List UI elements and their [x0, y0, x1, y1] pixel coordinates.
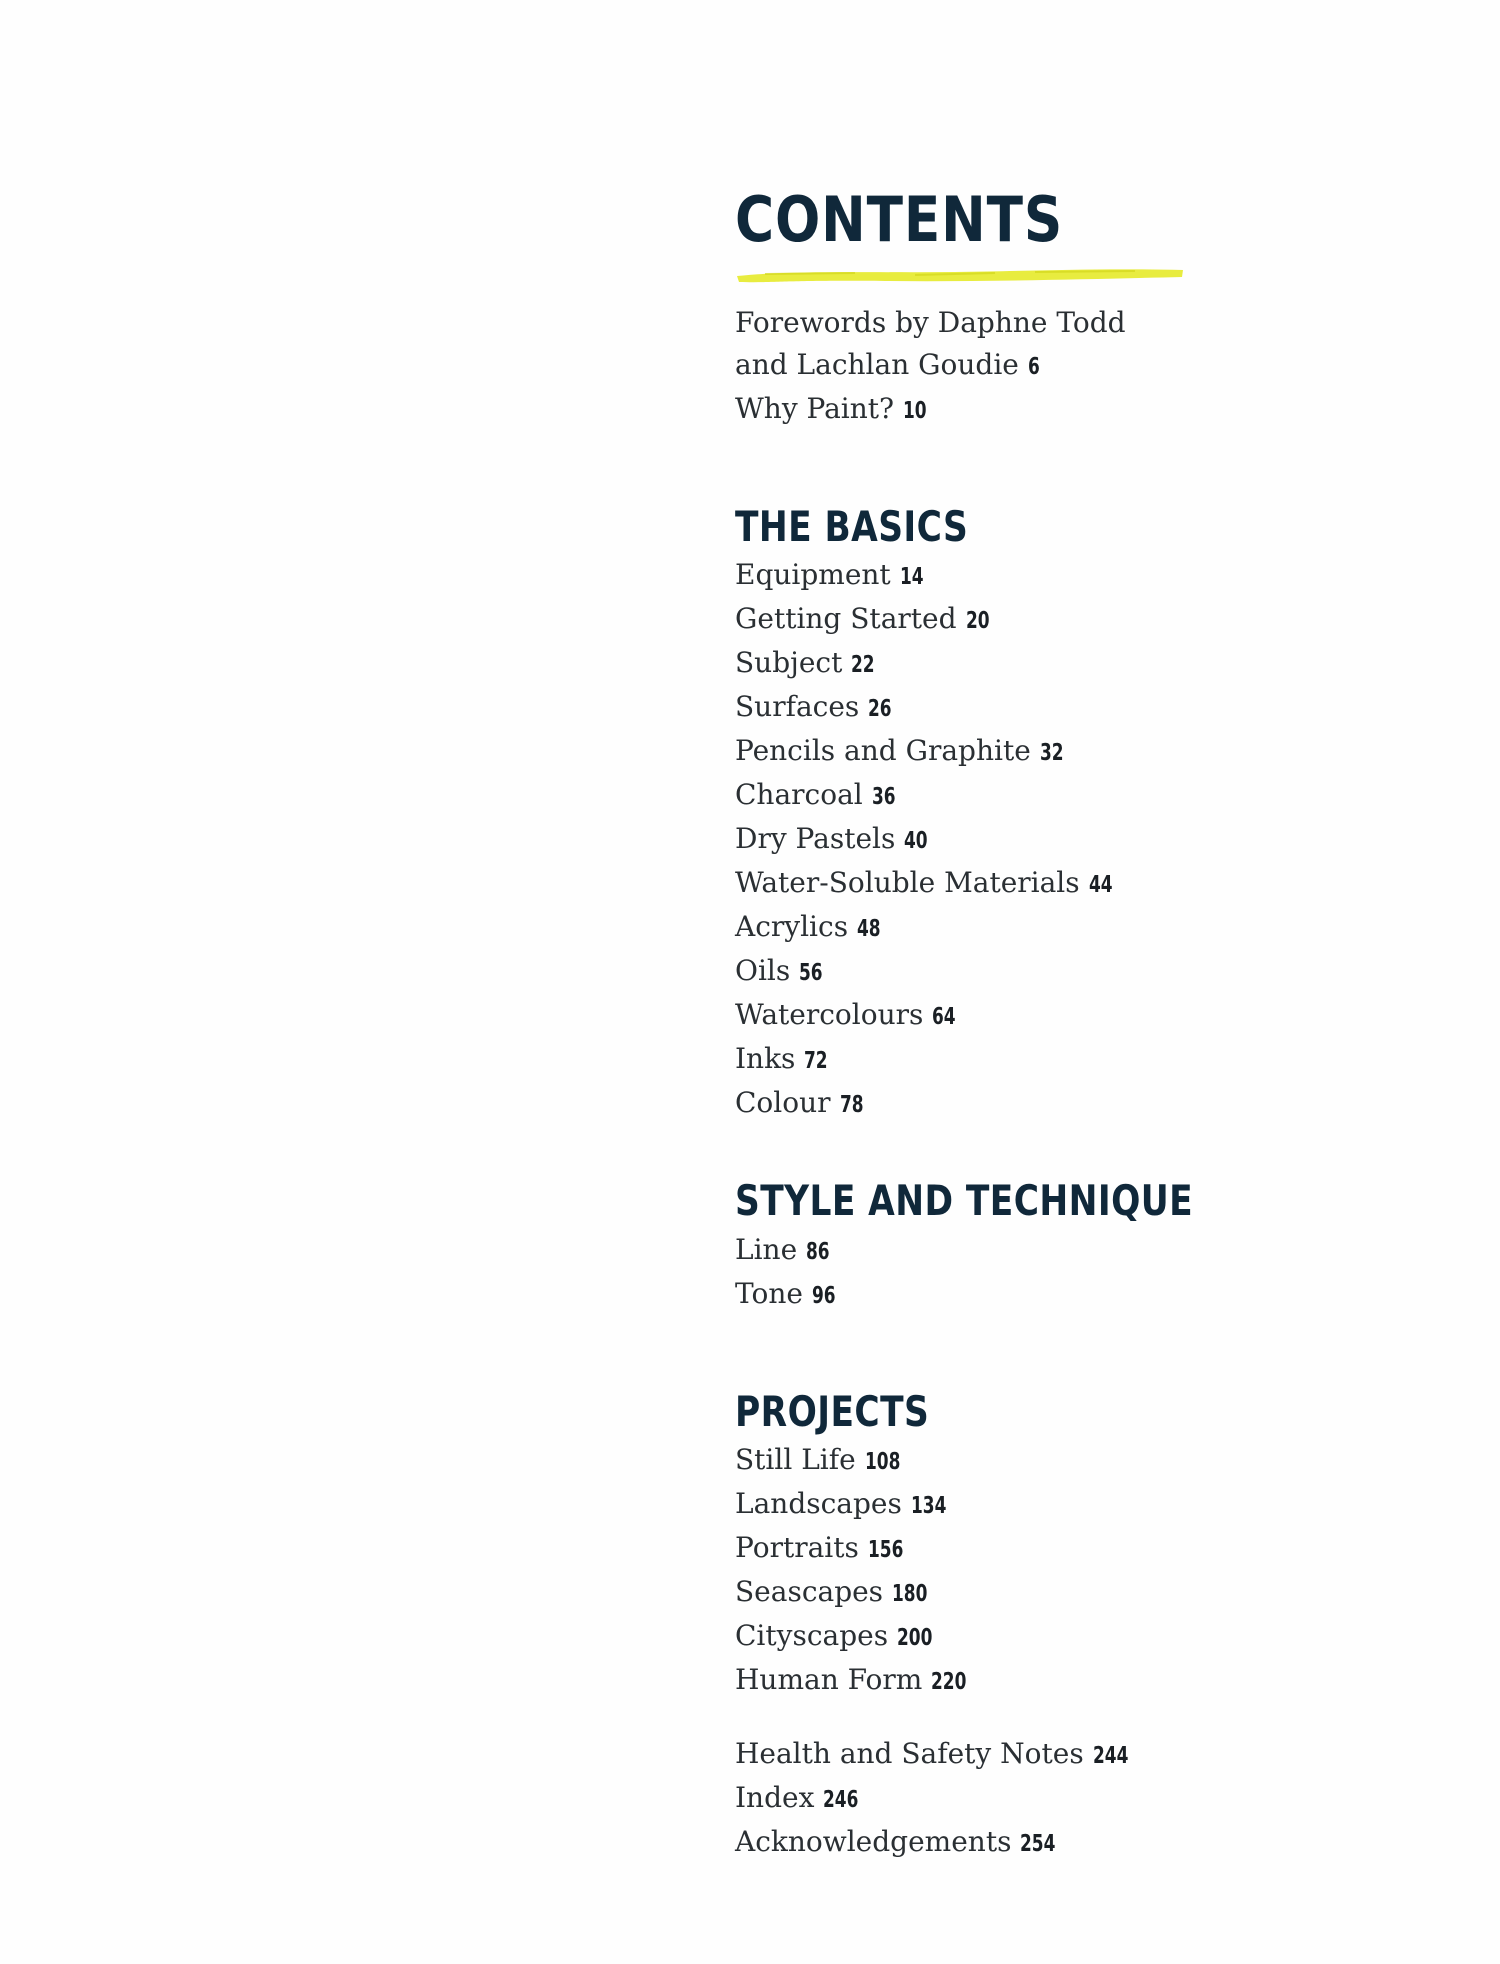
list-item: [735, 906, 1295, 950]
page-number: 48: [857, 916, 881, 942]
entry-title: Colour: [735, 1086, 831, 1119]
entry-title: Surfaces: [735, 690, 860, 723]
page-number: 56: [799, 960, 823, 986]
list-item: [735, 862, 1295, 906]
page-number: 22: [851, 652, 875, 678]
page-number: 156: [867, 1537, 904, 1563]
page-number: 14: [899, 564, 924, 590]
entry-title: Acknowledgements: [735, 1825, 1012, 1858]
entry-title: Landscapes: [735, 1487, 902, 1520]
page-number: 20: [965, 608, 990, 634]
list-item: [735, 1777, 1295, 1821]
page-number: 96: [811, 1283, 836, 1309]
entry-title: Why Paint?: [735, 392, 895, 425]
entry-title: Inks: [735, 1042, 796, 1075]
intro-list: [735, 302, 1295, 432]
section-heading-style: STYLE AND TECHNIQUE: [735, 1176, 1194, 1225]
list-item: [735, 730, 1295, 774]
section-heading-basics: THE BASICS: [735, 502, 969, 551]
entry-title: Tone: [735, 1277, 803, 1310]
page-number: 244: [1092, 1743, 1129, 1769]
contents-block: [735, 180, 1295, 1858]
section-heading-projects: PROJECTS: [735, 1387, 930, 1436]
entry-title: and Lachlan Goudie: [735, 348, 1019, 381]
list-item: [735, 686, 1295, 730]
list-item: [735, 1733, 1295, 1777]
entry-title: Forewords by Daphne Todd: [735, 306, 1126, 339]
page-number: 44: [1088, 872, 1113, 898]
page-number: 6: [1027, 354, 1040, 380]
entry-title: Watercolours: [735, 998, 924, 1031]
entry-title: Charcoal: [735, 778, 863, 811]
entry-title: Pencils and Graphite: [735, 734, 1031, 767]
list-item: [735, 1615, 1295, 1659]
list-item: [735, 344, 1295, 388]
entry-title: Portraits: [735, 1531, 859, 1564]
list-item: [735, 554, 1295, 598]
page-number: 78: [839, 1092, 864, 1118]
page-number: 134: [910, 1493, 947, 1519]
list-item: [735, 302, 1295, 344]
style-list: [735, 1229, 1295, 1317]
list-item: [735, 1821, 1295, 1865]
entry-title: Oils: [735, 954, 791, 987]
list-item: [735, 1229, 1295, 1273]
list-item: [735, 1439, 1295, 1483]
projects-list: [735, 1439, 1295, 1703]
page-number: 64: [932, 1004, 957, 1030]
back-matter-list: [735, 1733, 1295, 1865]
page-number: 86: [806, 1239, 830, 1265]
entry-title: Water-Soluble Materials: [735, 866, 1080, 899]
list-item: [735, 1527, 1295, 1571]
page-number: 26: [868, 696, 892, 722]
list-item: [735, 994, 1295, 1038]
page-number: 180: [892, 1581, 928, 1607]
list-item: [735, 598, 1295, 642]
list-item: [735, 774, 1295, 818]
page-number: 200: [897, 1625, 933, 1651]
contents-title: CONTENTS: [735, 183, 1064, 256]
list-item: [735, 1273, 1295, 1317]
highlighter-stroke: [735, 260, 1185, 290]
entry-title: Getting Started: [735, 602, 957, 635]
page-number: 220: [931, 1669, 967, 1695]
list-item: [735, 1082, 1295, 1126]
entry-title: Health and Safety Notes: [735, 1737, 1084, 1770]
list-item: [735, 642, 1295, 686]
page-number: 72: [804, 1048, 829, 1074]
entry-title: Subject: [735, 646, 843, 679]
entry-title: Seascapes: [735, 1575, 884, 1608]
page-number: 32: [1039, 740, 1064, 766]
entry-title: Line: [735, 1233, 798, 1266]
entry-title: Human Form: [735, 1663, 923, 1696]
list-item: [735, 818, 1295, 862]
page-number: 36: [871, 784, 896, 810]
list-item: [735, 1659, 1295, 1703]
list-item: [735, 1571, 1295, 1615]
list-item: [735, 950, 1295, 994]
entry-title: Dry Pastels: [735, 822, 896, 855]
page-number: 10: [903, 398, 927, 424]
entry-title: Equipment: [735, 558, 891, 591]
entry-title: Cityscapes: [735, 1619, 889, 1652]
page-number: 108: [864, 1449, 901, 1475]
basics-list: [735, 554, 1295, 1126]
entry-title: Still Life: [735, 1443, 856, 1476]
page-number: 254: [1020, 1831, 1056, 1857]
list-item: [735, 1483, 1295, 1527]
page-number: 246: [823, 1787, 859, 1813]
entry-title: Index: [735, 1781, 815, 1814]
list-item: [735, 388, 1295, 432]
page-number: 40: [904, 828, 928, 854]
entry-title: Acrylics: [735, 910, 849, 943]
list-item: [735, 1038, 1295, 1082]
